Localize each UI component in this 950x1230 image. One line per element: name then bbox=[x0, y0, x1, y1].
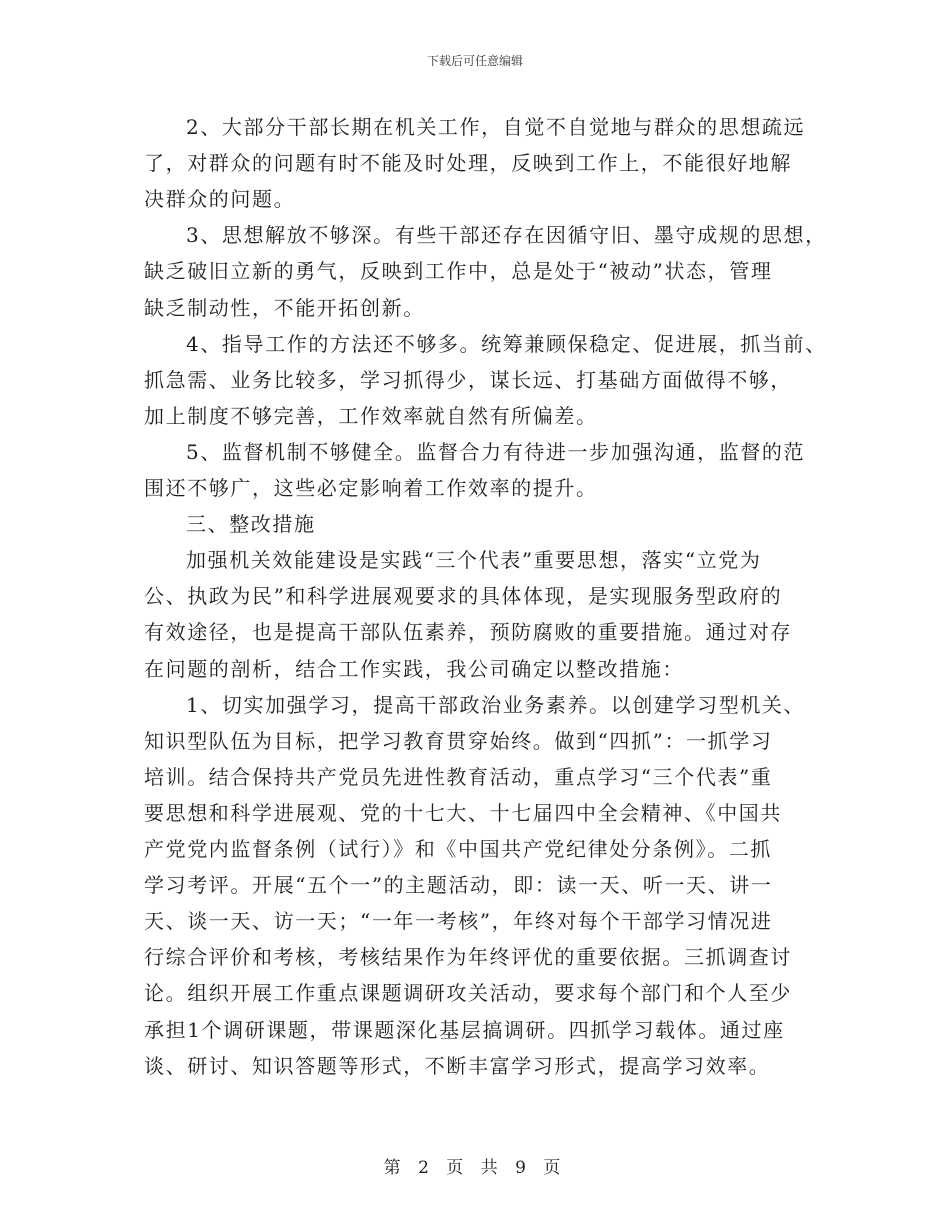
text-line: 谈、研讨、知识答题等形式，不断丰富学习形式，提高学习效率。 bbox=[144, 1053, 771, 1078]
text-line: 围还不够广，这些必定影响着工作效率的提升。 bbox=[144, 476, 598, 500]
page-header: 下载后可任意编辑 bbox=[426, 54, 523, 68]
text-line: 产党党内监督条例（试行）》和《中国共产党纪律处分条例》。二抓 bbox=[144, 837, 772, 861]
text-line: 缺乏制动性，不能开拓创新。 bbox=[144, 295, 425, 320]
text-line: 加上制度不够完善，工作效率就自然有所偏差。 bbox=[144, 403, 598, 428]
text-line: 公、执政为民”和科学进展观要求的具体体现，是实现服务型政府的 bbox=[144, 584, 783, 609]
text-line: 加强机关效能建设是实践“三个代表”重要思想，落实“立党为 bbox=[186, 548, 762, 573]
text-line: 承担1个调研课题，带课题深化基层搞调研。四抓学习载体。通过座 bbox=[144, 1017, 785, 1042]
text-line: 1、切实加强学习，提高干部政治业务素养。以创建学习型机关、 bbox=[186, 692, 806, 717]
text-line: 4、指导工作的方法还不够多。统筹兼顾保稳定、促进展，抓当前、 bbox=[186, 331, 827, 356]
text-line: 在问题的剖析，结合工作实践，我公司确定以整改措施： bbox=[144, 656, 684, 681]
text-line: 缺乏破旧立新的勇气，反映到工作中，总是处于“被动”状态，管理 bbox=[144, 259, 773, 284]
text-line: 知识型队伍为目标，把学习教育贯穿始终。做到“四抓”：一抓学习 bbox=[144, 728, 773, 753]
text-line: 学习考评。开展“五个一”的主题活动，即：读一天、听一天、讲一 bbox=[144, 873, 773, 898]
text-line: 5、监督机制不够健全。监督合力有待进一步加强沟通，监督的范 bbox=[186, 439, 806, 464]
text-line: 行综合评价和考核，考核结果作为年终评优的重要依据。三抓调查讨 bbox=[144, 945, 792, 970]
page-number: 第 2 页 共 9 页 bbox=[383, 1158, 567, 1178]
text-line: 论。组织开展工作重点课题调研攻关活动，要求每个部门和个人至少 bbox=[144, 981, 792, 1006]
text-line: 天、谈一天、访一天；“一年一考核”，年终对每个干部学习情况进 bbox=[144, 909, 773, 934]
text-line: 培训。结合保持共产党员先进性教育活动，重点学习“三个代表”重 bbox=[144, 764, 773, 789]
text-line: 有效途径，也是提高干部队伍素养，预防腐败的重要措施。通过对存 bbox=[144, 620, 792, 645]
text-line: 要思想和科学进展观、党的十七大、十七届四中全会精神、《中国共 bbox=[144, 800, 782, 825]
text-line: 三、整改措施 bbox=[186, 512, 316, 537]
text-line: 决群众的问题。 bbox=[144, 187, 296, 212]
text-line: 抓急需、业务比较多，学习抓得少，谋长远、打基础方面做得不够， bbox=[144, 367, 792, 392]
text-line: 2、大部分干部长期在机关工作，自觉不自觉地与群众的思想疏远 bbox=[186, 115, 806, 139]
text-line: 了，对群众的问题有时不能及时处理，反映到工作上，不能很好地解 bbox=[144, 151, 792, 176]
text-line: 3、思想解放不够深。有些干部还存在因循守旧、墨守成规的思想， bbox=[186, 223, 827, 248]
